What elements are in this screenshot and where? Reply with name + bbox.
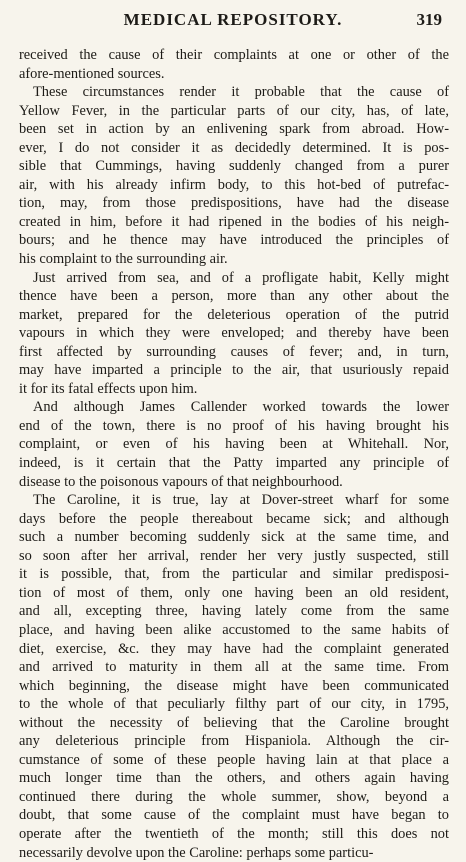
text-line: indeed, is it certain that the Patty imparted any principle of xyxy=(19,455,449,472)
text-line: diet, exercise, &c. they may have had the complaint generated xyxy=(19,640,449,657)
text-line: it is possible, that, from the particular and similar predisposi- xyxy=(19,566,449,583)
text-line: Just arrived from sea, and of a profligate habit, Kelly might xyxy=(33,269,449,286)
text-line: and arrived to maturity in them all at the same time. From xyxy=(19,659,449,676)
text-line: market, prepared for the deleterious operation of the putrid xyxy=(19,306,449,323)
paragraph xyxy=(19,398,449,491)
running-head: MEDICAL REPOSITORY. xyxy=(123,10,343,29)
text-line: operate after the twentieth of the month; still this does not xyxy=(19,825,449,842)
text-line: complaint, or even of his having been at Whitehall. Nor, xyxy=(19,436,449,453)
text-line: any deleterious principle from Hispaniola. Although the cir- xyxy=(19,733,449,750)
text-line: Yellow Fever, in the particular parts of our city, has, of late, xyxy=(19,102,449,119)
text-line: without the necessity of believing that the Caroline brought xyxy=(19,714,449,731)
page-header xyxy=(0,10,466,34)
text-line: ever, I do not consider it as decidedly determined. It is pos- xyxy=(19,139,449,156)
text-line: and all, excepting three, having lately come from the same xyxy=(19,603,449,620)
paragraph xyxy=(19,491,449,862)
text-line: tion, may, from those predispositions, have had the disease xyxy=(19,195,449,212)
text-line: doubt, that some cause of the complaint must have began to xyxy=(19,807,449,824)
text-line: bours; and he thence may have introduced the principles of xyxy=(19,232,449,249)
text-line: The Caroline, it is true, lay at Dover-street wharf for some xyxy=(33,492,449,509)
text-line: And although James Callender worked towards the lower xyxy=(33,399,449,416)
text-line: first affected by surrounding causes of fever; and, in turn, xyxy=(19,343,449,360)
page-number: 319 xyxy=(416,10,442,29)
paragraph xyxy=(19,83,449,268)
text-line: air, with his already infirm body, to this hot-bed of putrefac- xyxy=(19,176,449,193)
text-line: much longer time than the others, and others again having xyxy=(19,770,449,787)
text-line: place, and having been alike accustomed to the same habits of xyxy=(19,621,449,638)
text-line: These circumstances render it probable that the cause of xyxy=(33,84,449,101)
text-line: sible that Cummings, having suddenly changed from a purer xyxy=(19,158,449,175)
text-line: received the cause of their complaints at one or other of the xyxy=(19,47,449,63)
text-line: his complaint to the surrounding air. xyxy=(19,251,228,268)
text-line: to the whole of that peculiarly filthy part of our city, in 1795, xyxy=(19,696,449,713)
text-line: vapours in which they were enveloped; and thereby have been xyxy=(19,325,449,342)
paragraph xyxy=(19,269,449,399)
text-line: end of the town, there is no proof of his having brought his xyxy=(19,417,449,434)
text-line: thence have been a person, more than any other about the xyxy=(19,288,449,305)
body-text xyxy=(19,46,449,862)
text-line: afore-mentioned sources. xyxy=(19,65,165,82)
text-line: which beginning, the disease might have been communicated xyxy=(19,677,449,694)
text-line: it for its fatal effects upon him. xyxy=(19,380,198,397)
text-line: disease to the poisonous vapours of that neighbourhood. xyxy=(19,473,343,490)
text-line: tion of most of them, only one having been an old resident, xyxy=(19,584,449,601)
text-line: been set in action by an enlivening spark from abroad. How- xyxy=(19,121,449,138)
text-line: created in him, before it had ripened in the bodies of his neigh- xyxy=(19,213,449,230)
text-line: so soon after her arrival, render her very justly suspected, still xyxy=(19,547,449,564)
text-line: cumstance of some of these people having lain at that place a xyxy=(19,751,449,768)
paragraph xyxy=(19,46,449,83)
text-line: may have imparted a principle to the air, that usuriously repaid xyxy=(19,362,449,379)
text-line: days before the people thereabout became sick; and although xyxy=(19,510,449,527)
text-line: necessarily devolve upon the Caroline: perhaps some particu- xyxy=(19,844,374,861)
text-line: continued there during the whole summer, show, beyond a xyxy=(19,788,449,805)
text-line: such a number becoming suddenly sick at the same time, and xyxy=(19,529,449,546)
